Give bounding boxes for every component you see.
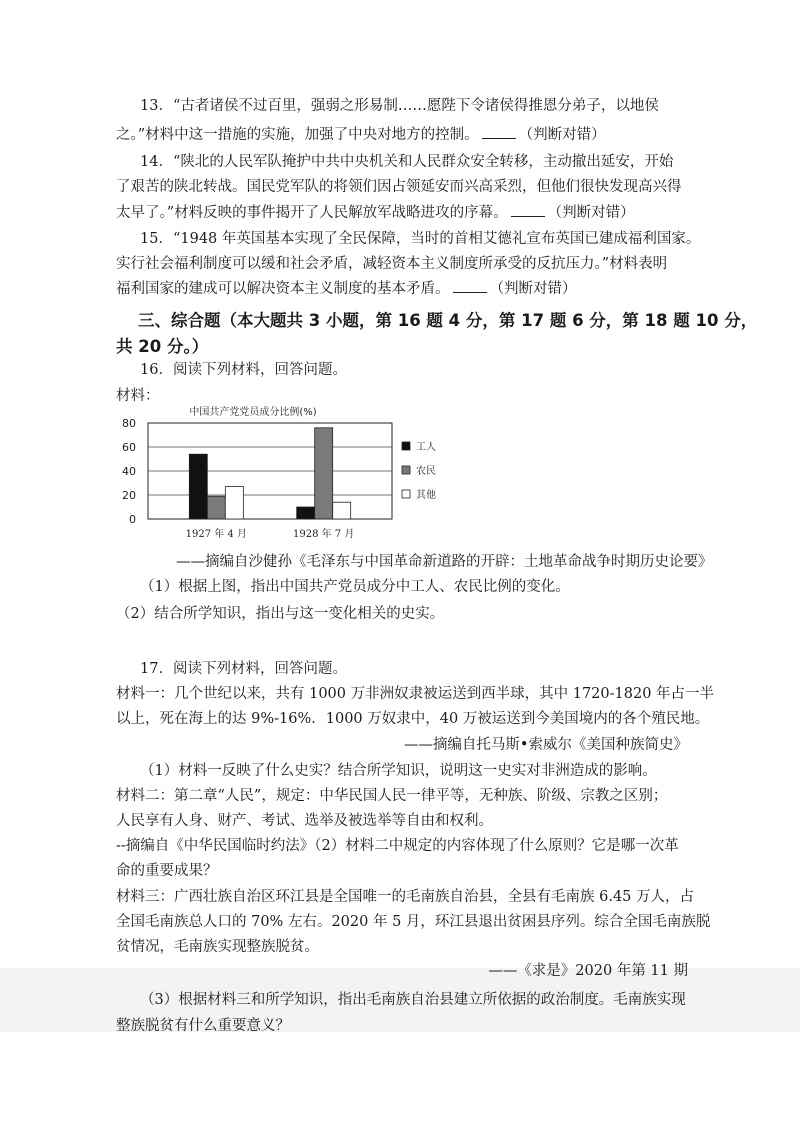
q14-judge: （判断对错） bbox=[547, 205, 635, 221]
q14-answer-blank[interactable] bbox=[511, 202, 545, 217]
x-tick-label: 1927 年 4 月 bbox=[185, 529, 247, 540]
q14-line3-text: 太早了。”材料反映的事件揭开了人民解放军战略进攻的序幕。 bbox=[116, 205, 508, 221]
q17-m3-source: ——《求是》2020 年第 11 期 bbox=[488, 963, 688, 979]
q15-judge: （判断对错） bbox=[489, 281, 577, 297]
legend-swatch bbox=[402, 490, 410, 498]
q15-line3-text: 福利国家的建成可以解决资本主义制度的基本矛盾。 bbox=[116, 281, 450, 297]
q15-line1: 15．“1948 年英国基本实现了全民保障，当时的首相艾德礼宣布英国已建成福利国家。 bbox=[140, 231, 701, 247]
q17-m2-line1: 材料二：第二章“人民”，规定：中华民国人民一律平等，无种族、阶级、宗教之区别； bbox=[116, 788, 668, 804]
q14-line3 bbox=[116, 202, 635, 223]
q17-m1-source: ——摘编自托马斯•索威尔《美国种族简史》 bbox=[403, 737, 688, 753]
q17-m3-line3: 贫情况，毛南族实现整族脱贫。 bbox=[116, 939, 319, 955]
q17-sub3-line2: 整族脱贫有什么重要意义？ bbox=[116, 1018, 290, 1034]
legend-swatch bbox=[402, 466, 410, 474]
y-tick-label: 40 bbox=[122, 465, 136, 478]
y-tick-label: 80 bbox=[122, 417, 136, 430]
q17-m2-line2: 人民享有人身、财产、考试、选举及被选举等自由和权利。 bbox=[116, 813, 493, 829]
q15-line3 bbox=[116, 278, 577, 299]
bar-工人 bbox=[297, 507, 315, 519]
legend-label: 其他 bbox=[416, 490, 436, 501]
q14-line1: 14．“陕北的人民军队掩护中共中央机关和人民群众安全转移，主动撤出延安，开始 bbox=[140, 154, 674, 170]
bar-农民 bbox=[315, 428, 333, 519]
q16-sub2: （2）结合所学知识，指出与这一变化相关的史实。 bbox=[116, 606, 445, 622]
bar-农民 bbox=[207, 496, 225, 519]
q13-line1: 13．“古者诸侯不过百里，强弱之形易制……愿陛下令诸侯得推恩分弟子，以地侯 bbox=[140, 98, 659, 114]
q17-sub3-line1: （3）根据材料三和所学知识，指出毛南族自治县建立所依据的政治制度。毛南族实现 bbox=[140, 992, 686, 1008]
q17-m3-line1: 材料三：广西壮族自治区环江县是全国唯一的毛南族自治县，全县有毛南族 6.45 万人，占 bbox=[116, 889, 694, 905]
section3-heading-line2: 共 20 分。） bbox=[116, 337, 209, 356]
legend-label: 农民 bbox=[416, 466, 436, 477]
party-member-composition-chart bbox=[116, 403, 476, 543]
y-tick-label: 0 bbox=[129, 513, 136, 526]
q15-answer-blank[interactable] bbox=[453, 278, 487, 293]
legend-swatch bbox=[402, 442, 410, 450]
q14-line2: 了艰苦的陕北转战。国民党军队的将领们因占领延安而兴高采烈，但他们很快发现高兴得 bbox=[116, 179, 682, 195]
q16-material-label: 材料： bbox=[116, 388, 160, 404]
chart-title: 中国共产党党员成分比例(%) bbox=[189, 407, 317, 418]
q17-sub1: （1）材料一反映了什么史实？结合所学知识，说明这一史实对非洲造成的影响。 bbox=[140, 763, 657, 779]
bar-其他 bbox=[225, 487, 243, 519]
q17-m2-line3: --摘编自《中华民国临时约法》（2）材料二中规定的内容体现了什么原则？它是哪一次革 bbox=[116, 838, 679, 854]
q13-judge: （判断对错） bbox=[518, 127, 606, 143]
q17-m1-line1: 材料一：几个世纪以来，共有 1000 万非洲奴隶被运送到西半球，其中 1720-1820 年占一半 bbox=[116, 686, 715, 702]
q15-line2: 实行社会福利制度可以缓和社会矛盾，减轻资本主义制度所承受的反抗压力。”材料表明 bbox=[116, 256, 668, 272]
bar-其他 bbox=[333, 502, 351, 519]
section3-heading-line1: 三、综合题（本大题共 3 小题，第 16 题 4 分，第 17 题 6 分，第 18 题 10 分， bbox=[138, 311, 758, 330]
legend-label: 工人 bbox=[416, 442, 436, 453]
q16-source: ——摘编自沙健孙《毛泽东与中国革命新道路的开辟：土地革命战争时期历史论要》 bbox=[176, 554, 713, 570]
q16-intro: 16．阅读下列材料，回答问题。 bbox=[140, 362, 347, 378]
q17-m1-line2: 以上，死在海上的达 9%-16%．1000 万奴隶中，40 万被运送到今美国境内的各个殖民地。 bbox=[116, 711, 710, 727]
x-tick-label: 1928 年 7 月 bbox=[293, 529, 355, 540]
y-tick-label: 20 bbox=[122, 489, 136, 502]
bar-工人 bbox=[189, 454, 207, 519]
q13-line2 bbox=[116, 124, 606, 145]
y-tick-label: 60 bbox=[122, 441, 136, 454]
q13-answer-blank[interactable] bbox=[482, 124, 516, 139]
q17-m2-line4: 命的重要成果？ bbox=[116, 863, 218, 879]
q16-sub1: （1）根据上图，指出中国共产党员成分中工人、农民比例的变化。 bbox=[140, 579, 570, 595]
q13-line2-text: 之。”材料中这一措施的实施，加强了中央对地方的控制。 bbox=[116, 127, 479, 143]
q17-intro: 17．阅读下列材料，回答问题。 bbox=[140, 661, 347, 677]
q17-m3-line2: 全国毛南族总人口的 70% 左右。2020 年 5 月，环江县退出贫困县序列。综合全国毛南族脱 bbox=[116, 914, 711, 930]
